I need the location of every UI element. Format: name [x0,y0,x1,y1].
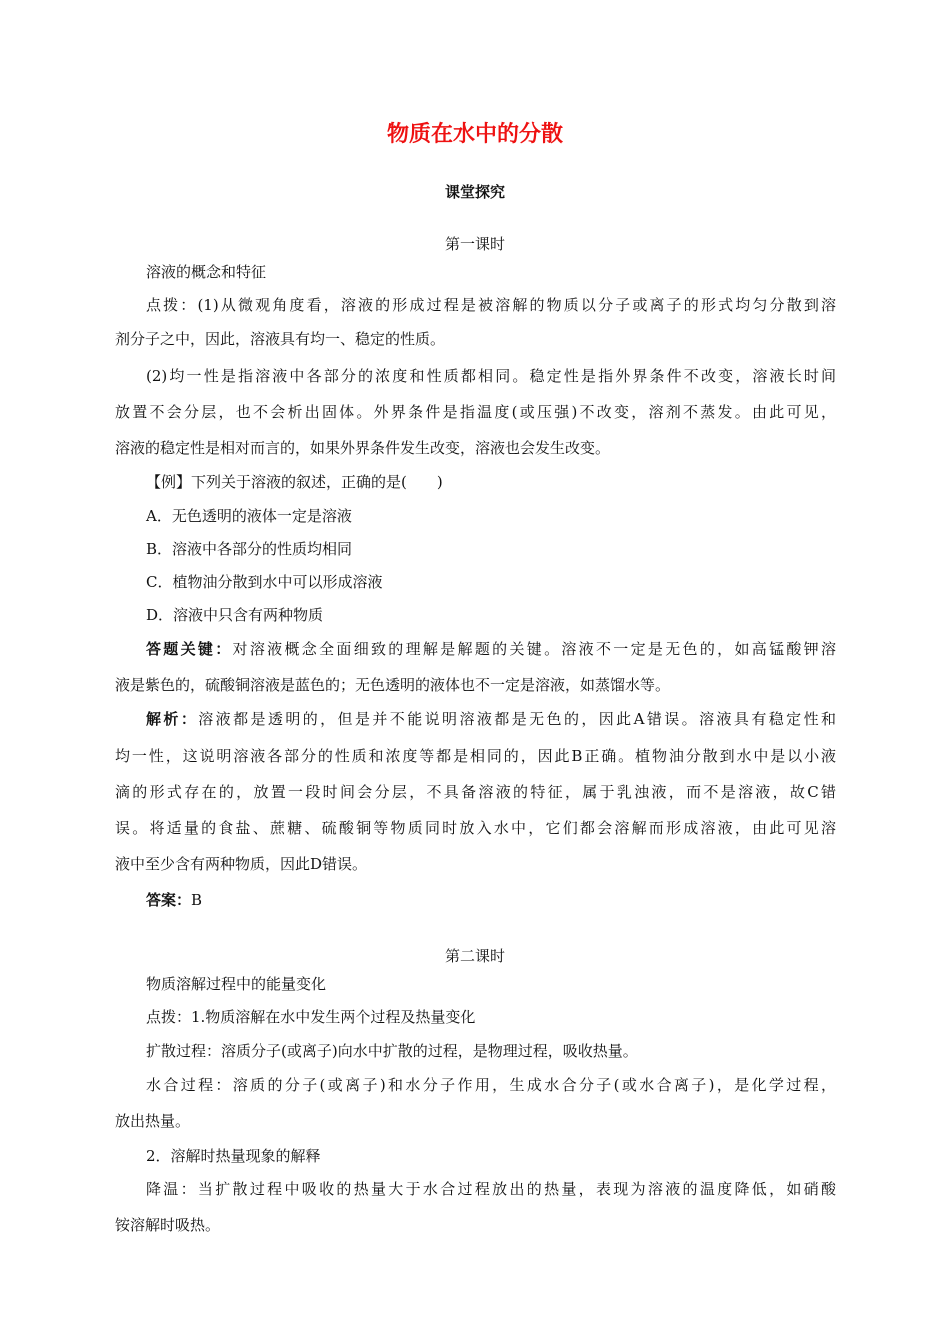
answer-value: B [191,891,203,909]
lesson1-p2-line2: 放置不会分层，也不会析出固体。外界条件是指温度(或压强)不改变，溶剂不蒸发。由此可见， [115,403,836,421]
hydration-line2: 放出热量。 [115,1112,191,1130]
key-label: 答题关键： [146,640,233,658]
section-subtitle: 课堂探究 [444,183,505,201]
option-a: A．无色透明的液体一定是溶液 [146,507,352,525]
heat-explanation-point: 2．溶解时热量现象的解释 [146,1147,321,1165]
option-d: D．溶液中只含有两种物质 [146,606,324,624]
cooling-line2: 铵溶解时吸热。 [115,1216,221,1234]
lesson1-p2-line3: 溶液的稳定性是相对而言的，如果外界条件发生改变，溶液也会发生改变。 [115,439,611,457]
analysis-label: 解析： [146,710,199,728]
lesson1-hint-line1: 点拨：(1)从微观角度看，溶液的形成过程是被溶解的物质以分子或离子的形式均匀分散到溶 [146,296,836,314]
lesson1-p2-line1: (2)均一性是指溶液中各部分的浓度和性质都相同。稳定性是指外界条件不改变，溶液长时间 [146,367,836,385]
answer-label: 答案： [146,891,192,909]
analysis-line1 [146,707,836,731]
lesson1-heading: 第一课时 [444,235,505,253]
analysis-line3: 滴的形式存在的，放置一段时间会分层，不具备溶液的特征，属于乳浊液，而不是溶液，故C错 [115,783,836,801]
answer-line [146,888,836,912]
lesson2-hint: 点拨：1.物质溶解在水中发生两个过程及热量变化 [146,1008,476,1026]
key-paragraph-line2: 液是紫色的，硫酸铜溶液是蓝色的；无色透明的液体也不一定是溶液，如蒸馏水等。 [115,676,671,694]
lesson2-heading: 第二课时 [444,947,505,965]
diffusion-process: 扩散过程：溶质分子(或离子)向水中扩散的过程，是物理过程，吸收热量。 [146,1042,638,1060]
cooling-line1: 降温：当扩散过程中吸收的热量大于水合过程放出的热量，表现为溶液的温度降低，如硝酸 [146,1180,836,1198]
analysis-line5: 液中至少含有两种物质，因此D错误。 [115,855,368,873]
analysis-line2: 均一性，这说明溶液各部分的性质和浓度等都是相同的，因此B正确。植物油分散到水中是以小液 [115,747,836,765]
document-title: 物质在水中的分散 [386,122,563,147]
lesson1-topic: 溶液的概念和特征 [146,263,267,281]
option-b: B．溶液中各部分的性质均相同 [146,540,353,558]
analysis-line4: 误。将适量的食盐、蔗糖、硫酸铜等物质同时放入水中，它们都会溶解而形成溶液，由此可见溶 [115,819,836,837]
hydration-line1: 水合过程：溶质的分子(或离子)和水分子作用，生成水合分子(或水合离子)，是化学过程， [146,1076,836,1094]
analysis-text-line1: 溶液都是透明的，但是并不能说明溶液都是无色的，因此A错误。溶液具有稳定性和 [198,710,836,728]
key-text-line1: 对溶液概念全面细致的理解是解题的关键。溶液不一定是无色的，如高锰酸钾溶 [232,640,836,658]
lesson1-hint-line2: 剂分子之中，因此，溶液具有均一、稳定的性质。 [115,330,446,348]
example-question: 【例】下列关于溶液的叙述，正确的是( ) [146,473,443,491]
option-c: C．植物油分散到水中可以形成溶液 [146,573,383,591]
lesson2-topic: 物质溶解过程中的能量变化 [146,975,327,993]
key-paragraph-line1 [146,637,836,661]
